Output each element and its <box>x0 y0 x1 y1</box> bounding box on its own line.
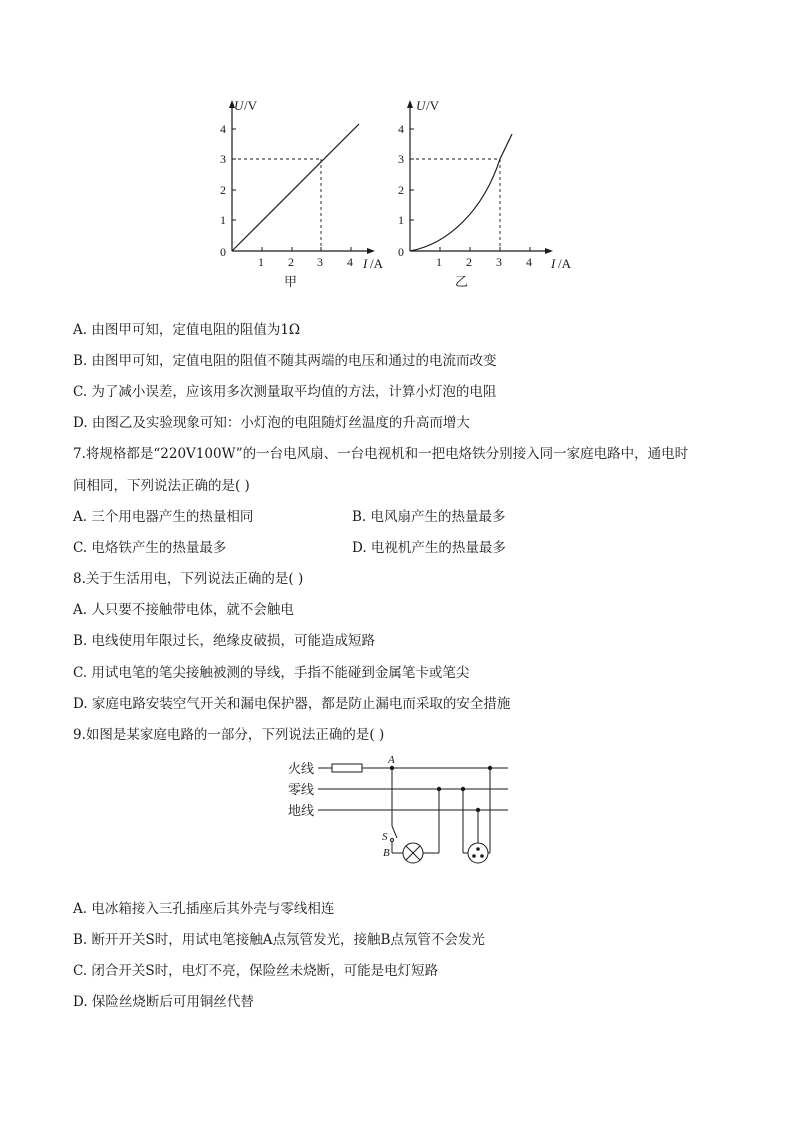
x-axis-var: I <box>551 256 556 271</box>
q8-option-c: C. 用试电笔的笔尖接触被测的导线，手指不能碰到金属笔卡或笔尖 <box>73 665 470 681</box>
x-axis-arrow <box>367 248 375 254</box>
switch-blade <box>392 826 397 838</box>
x-tick: 3 <box>496 255 502 269</box>
q7-option-a: A. 三个用电器产生的热量相同 <box>73 509 254 525</box>
household-circuit-diagram <box>280 752 520 872</box>
y-tick: 3 <box>398 152 404 166</box>
y-tick: 3 <box>220 152 226 166</box>
resistor-line <box>232 124 359 251</box>
switch-label: S <box>382 831 388 843</box>
origin-label: 0 <box>398 245 404 259</box>
x-axis-arrow <box>545 248 553 254</box>
point-b-label: B <box>383 847 390 859</box>
fuse <box>332 764 362 772</box>
y-tick: 2 <box>398 183 404 197</box>
q8-stem: 8.关于生活用电，下列说法正确的是( ) <box>73 571 304 587</box>
origin-label: 0 <box>220 245 226 259</box>
graph-caption: 乙 <box>455 274 469 289</box>
q7-stem-line1: 7.将规格都是“220V100W”的一台电风扇、一台电视机和一把电烙铁分别接入同一家庭电路中，通电时 <box>73 446 689 462</box>
x-tick: 2 <box>466 255 472 269</box>
q7-option-b: B. 电风扇产生的热量最多 <box>352 509 506 525</box>
bulb-curve <box>410 134 512 251</box>
y-tick: 1 <box>398 213 404 227</box>
point-a-label: A <box>388 754 395 766</box>
q6-option-c: C. 为了减小误差，应该用多次测量取平均值的方法，计算小灯泡的电阻 <box>73 384 497 400</box>
q7-option-c: C. 电烙铁产生的热量最多 <box>73 540 227 556</box>
q8-option-d: D. 家庭电路安装空气开关和漏电保护器，都是防止漏电而采取的安全措施 <box>73 696 511 712</box>
x-tick: 1 <box>258 255 264 269</box>
live-wire-label: 火线 <box>288 761 315 776</box>
x-tick: 2 <box>288 255 294 269</box>
y-axis-unit: /V <box>244 98 257 113</box>
x-axis-unit: /A <box>558 256 571 271</box>
q9-option-d: D. 保险丝烧断后可用铜丝代替 <box>73 994 254 1010</box>
neutral-wire-label: 零线 <box>288 782 315 797</box>
y-tick: 1 <box>220 213 226 227</box>
y-tick: 2 <box>220 183 226 197</box>
q6-option-a: A. 由图甲可知，定值电阻的阻值为1Ω <box>73 322 301 338</box>
x-tick: 1 <box>436 255 442 269</box>
q9-option-c: C. 闭合开关S时，电灯不亮，保险丝未烧断，可能是电灯短路 <box>73 963 439 979</box>
q9-option-b: B. 断开开关S时，用试电笔接触A点氖管发光，接触B点氖管不会发光 <box>73 932 485 948</box>
y-tick: 4 <box>220 122 226 136</box>
q6-option-d: D. 由图乙及实验现象可知：小灯泡的电阻随灯丝温度的升高而增大 <box>73 415 470 431</box>
ground-wire-label: 地线 <box>288 803 315 818</box>
graph-caption: 甲 <box>284 274 298 289</box>
x-tick: 3 <box>317 255 323 269</box>
q6-option-b: B. 由图甲可知，定值电阻的阻值不随其两端的电压和通过的电流而改变 <box>73 353 497 369</box>
q7-option-d: D. 电视机产生的热量最多 <box>352 540 506 556</box>
q8-option-b: B. 电线使用年限过长，绝缘皮破损，可能造成短路 <box>73 633 376 649</box>
q9-stem: 9.如图是某家庭电路的一部分，下列说法正确的是( ) <box>73 727 385 743</box>
y-axis-arrow <box>407 100 413 108</box>
y-axis-var: U <box>416 98 426 113</box>
q8-option-a: A. 人只要不接触带电体，就不会触电 <box>73 602 294 618</box>
q9-option-a: A. 电冰箱接入三孔插座后其外壳与零线相连 <box>73 901 335 917</box>
y-axis-var: U <box>234 98 244 113</box>
x-axis-var: I <box>363 256 368 271</box>
x-tick: 4 <box>526 255 532 269</box>
graph-yi <box>388 96 588 296</box>
x-tick: 4 <box>347 255 353 269</box>
x-axis-unit: /A <box>370 256 383 271</box>
y-axis-unit: /V <box>426 98 439 113</box>
q7-stem-line2: 间相同，下列说法正确的是( ) <box>73 478 250 494</box>
y-tick: 4 <box>398 122 404 136</box>
three-pin-socket <box>468 843 488 863</box>
graph-jia <box>210 96 390 296</box>
